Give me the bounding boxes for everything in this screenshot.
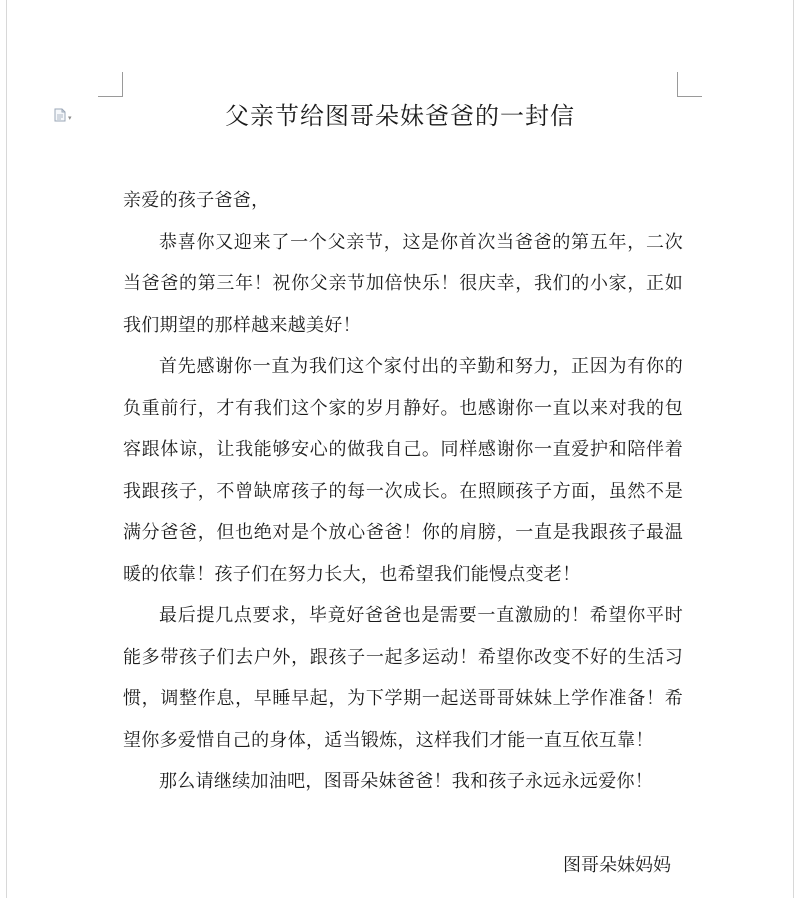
signature: 图哥朵妹妈妈: [563, 855, 671, 876]
page-cut-edge: [0, 898, 800, 903]
chevron-down-icon: ▾: [68, 113, 72, 122]
margin-corner-top-right: [677, 72, 702, 97]
margin-corner-top-left: [98, 72, 123, 97]
paragraph-3: 最后提几点要求，毕竟好爸爸也是需要一直激励的！希望你平时能多带孩子们去户外，跟孩子一起多运动！希望你改变不好的生活习惯，调整作息，早睡早起，为下学期一起送哥哥妹妹上学作准备！希望你多爱惜自己的身体，适当锻炼，这样我们才能一直互依互靠！: [123, 605, 683, 751]
paragraph-2: 首先感谢你一直为我们这个家付出的辛勤和努力，正因为有你的负重前行，才有我们这个家的岁月静好。也感谢你一直以来对我的包容跟体谅，让我能够安心的做我自己。同样感谢你一直爱护和陪伴着我跟孩子，不曾缺席孩子的每一次成长。在照顾孩子方面，虽然不是满分爸爸，但也绝对是个放心爸爸！你的肩膀，一直是我跟孩子最温暖的依靠！孩子们在努力长大，也希望我们能慢点变老！: [123, 356, 683, 585]
paragraph-1: 恭喜你又迎来了一个父亲节，这是你首次当爸爸的第五年，二次当爸爸的第三年！祝你父亲节加倍快乐！很庆幸，我们的小家，正如我们期望的那样越来越美好！: [123, 231, 683, 336]
page-edge-left: [6, 0, 7, 903]
letter-body: [123, 180, 683, 803]
page-edge-right: [793, 0, 794, 903]
paragraph-4: 那么请继续加油吧，图哥朵妹爸爸！我和孩子永远永远爱你！: [159, 771, 654, 792]
salutation: 亲爱的孩子爸爸，: [123, 190, 270, 211]
document-title: 父亲节给图哥朵妹爸爸的一封信: [225, 102, 575, 130]
